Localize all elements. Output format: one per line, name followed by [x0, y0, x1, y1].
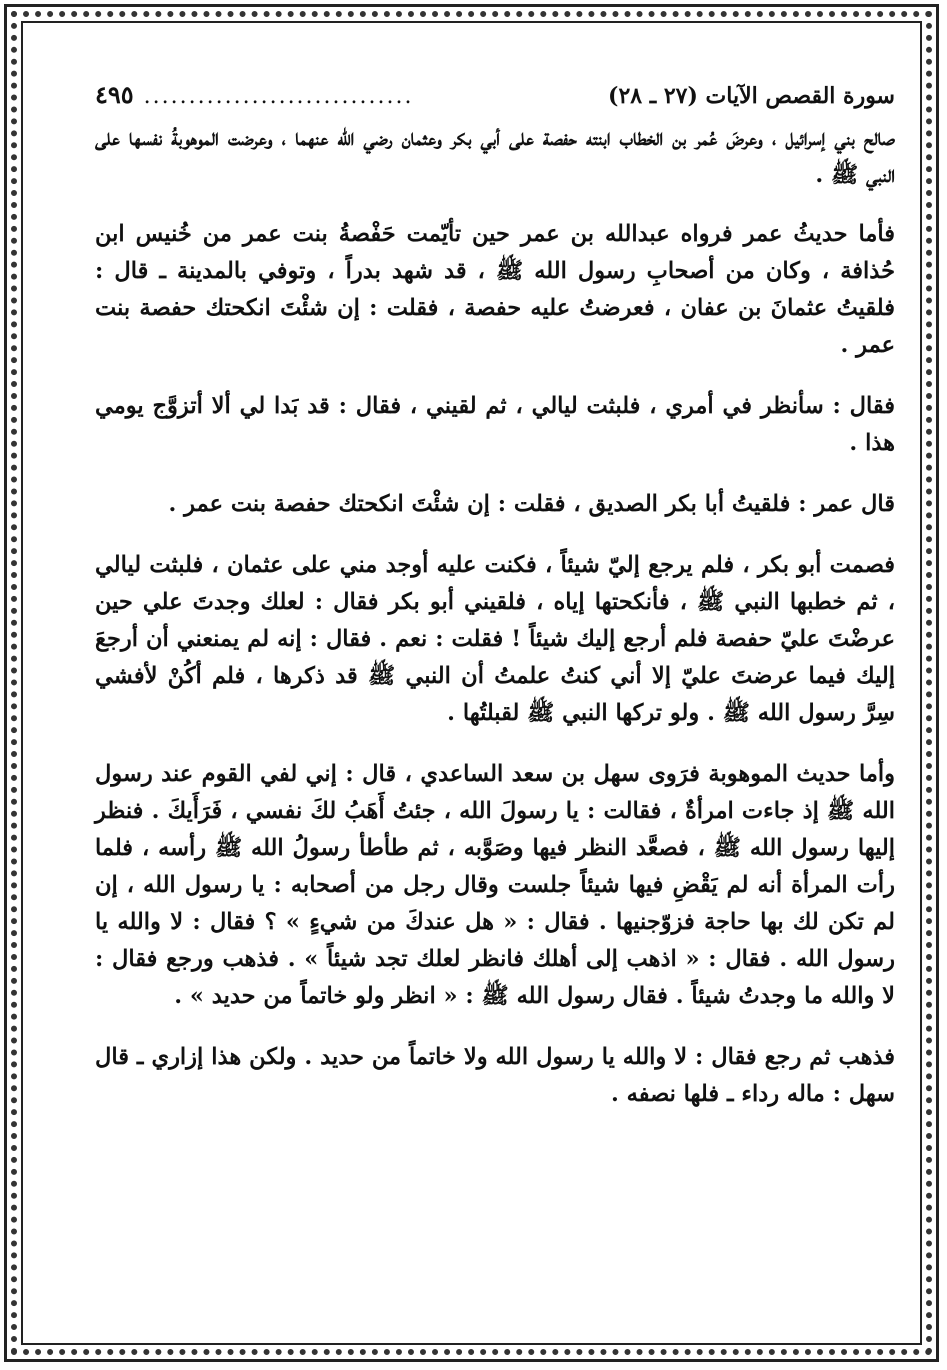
- page-header: [95, 80, 895, 120]
- paragraph: فذهب ثم رجع فقال : لا والله يا رسول الله ولا خاتماً من حديد . ولكن هذا إزاري ـ قال سهل : ماله رداء ـ فلها نصفه .: [95, 1044, 895, 1107]
- paragraph: فصمت أبو بكر ، فلم يرجع إليّ شيئاً ، فكنت عليه أوجد مني على عثمان ، فلبثت ليالي ، ثم خطبها النبي ﷺ ، فأنكحتها إياه ، فلقيني أبو بكر فقال : لعلك وجدتَ علي حين عرضْتَ عليّ حفصة فلم أرجع إليك شيئاً ! فقلت : نعم . فقال : إنه لم يمنعني أن أرجعَ إليك فيما عرضتَ عليّ إلا أني كنتُ علمتُ أن النبي ﷺ قد ذكرها ، فلم أكُنْ لأفشي سِرَّ رسول الله ﷺ . ولو تركها النبي ﷺ لقبلتُها .: [95, 552, 895, 726]
- page-content: [95, 80, 895, 1137]
- paragraph: فقال : سأنظر في أمري ، فلبثت ليالي ، ثم لقيني ، فقال : قد بَدا لي ألا أتزوَّج يومي هذا .: [95, 393, 895, 456]
- paragraph: وأما حديث الموهوبة فرَوى سهل بن سعد الساعدي ، قال : إني لفي القوم عند رسول الله ﷺ إذ جاءت امرأةٌ ، فقالت : يا رسولَ الله ، جئتُ أَهَبُ لكَ نفسي ، فَرَأَيكَ . فنظر إليها رسول الله ﷺ ، فصعَّد النظر فيها وصَوَّبه ، ثم طأطأ رسولُ الله ﷺ رأسه ، فلما رأت المرأة أنه لم يَقْضِ فيها شيئاً جلست وقال رجل من أصحابه : يا رسول الله ، إن لم تكن لك بها حاجة فزوّجنيها . فقال : « هل عندكَ من شيءٍ » ؟ فقال : لا والله يا رسول الله . فقال : « اذهب إلى أهلك فانظر لعلك تجد شيئاً » . فذهب ورجع فقال : لا والله ما وجدتُ شيئاً . فقال رسول الله ﷺ : « انظر ولو خاتماً من حديد » .: [95, 761, 895, 1009]
- leader-dots: ..............................: [143, 84, 414, 109]
- paragraph: فأما حديثُ عمر فرواه عبدالله بن عمر حين تأيّمت حَفْصةُ بنت عمر من خُنيس ابن حُذافة ، وكان من أصحابِ رسول الله ﷺ ، قد شهد بدراً ، وتوفي بالمدينة ـ قال : فلقيتُ عثمانَ بن عفان ، فعرضتُ عليه حفصة ، فقلت : إن شئْتَ انكحتك حفصة بنت عمر .: [95, 221, 895, 358]
- paragraph: صالح بني إسرائيل ، وعرضَ عُمر بن الخطاب ابنته حفصة على أبي بكر وعثمان رضي الله عنهما ، وعرضت الموهوبةُ نفسها على النبي ﷺ .: [95, 125, 895, 188]
- running-title: سورة القصص الآيات (٢٧ ـ ٢٨): [608, 83, 895, 109]
- paragraph: قال عمر : فلقيتُ أبا بكر الصديق ، فقلت : إن شئْتَ انكحتك حفصة بنت عمر .: [168, 491, 895, 517]
- page-number: ٤٩٥: [95, 80, 134, 109]
